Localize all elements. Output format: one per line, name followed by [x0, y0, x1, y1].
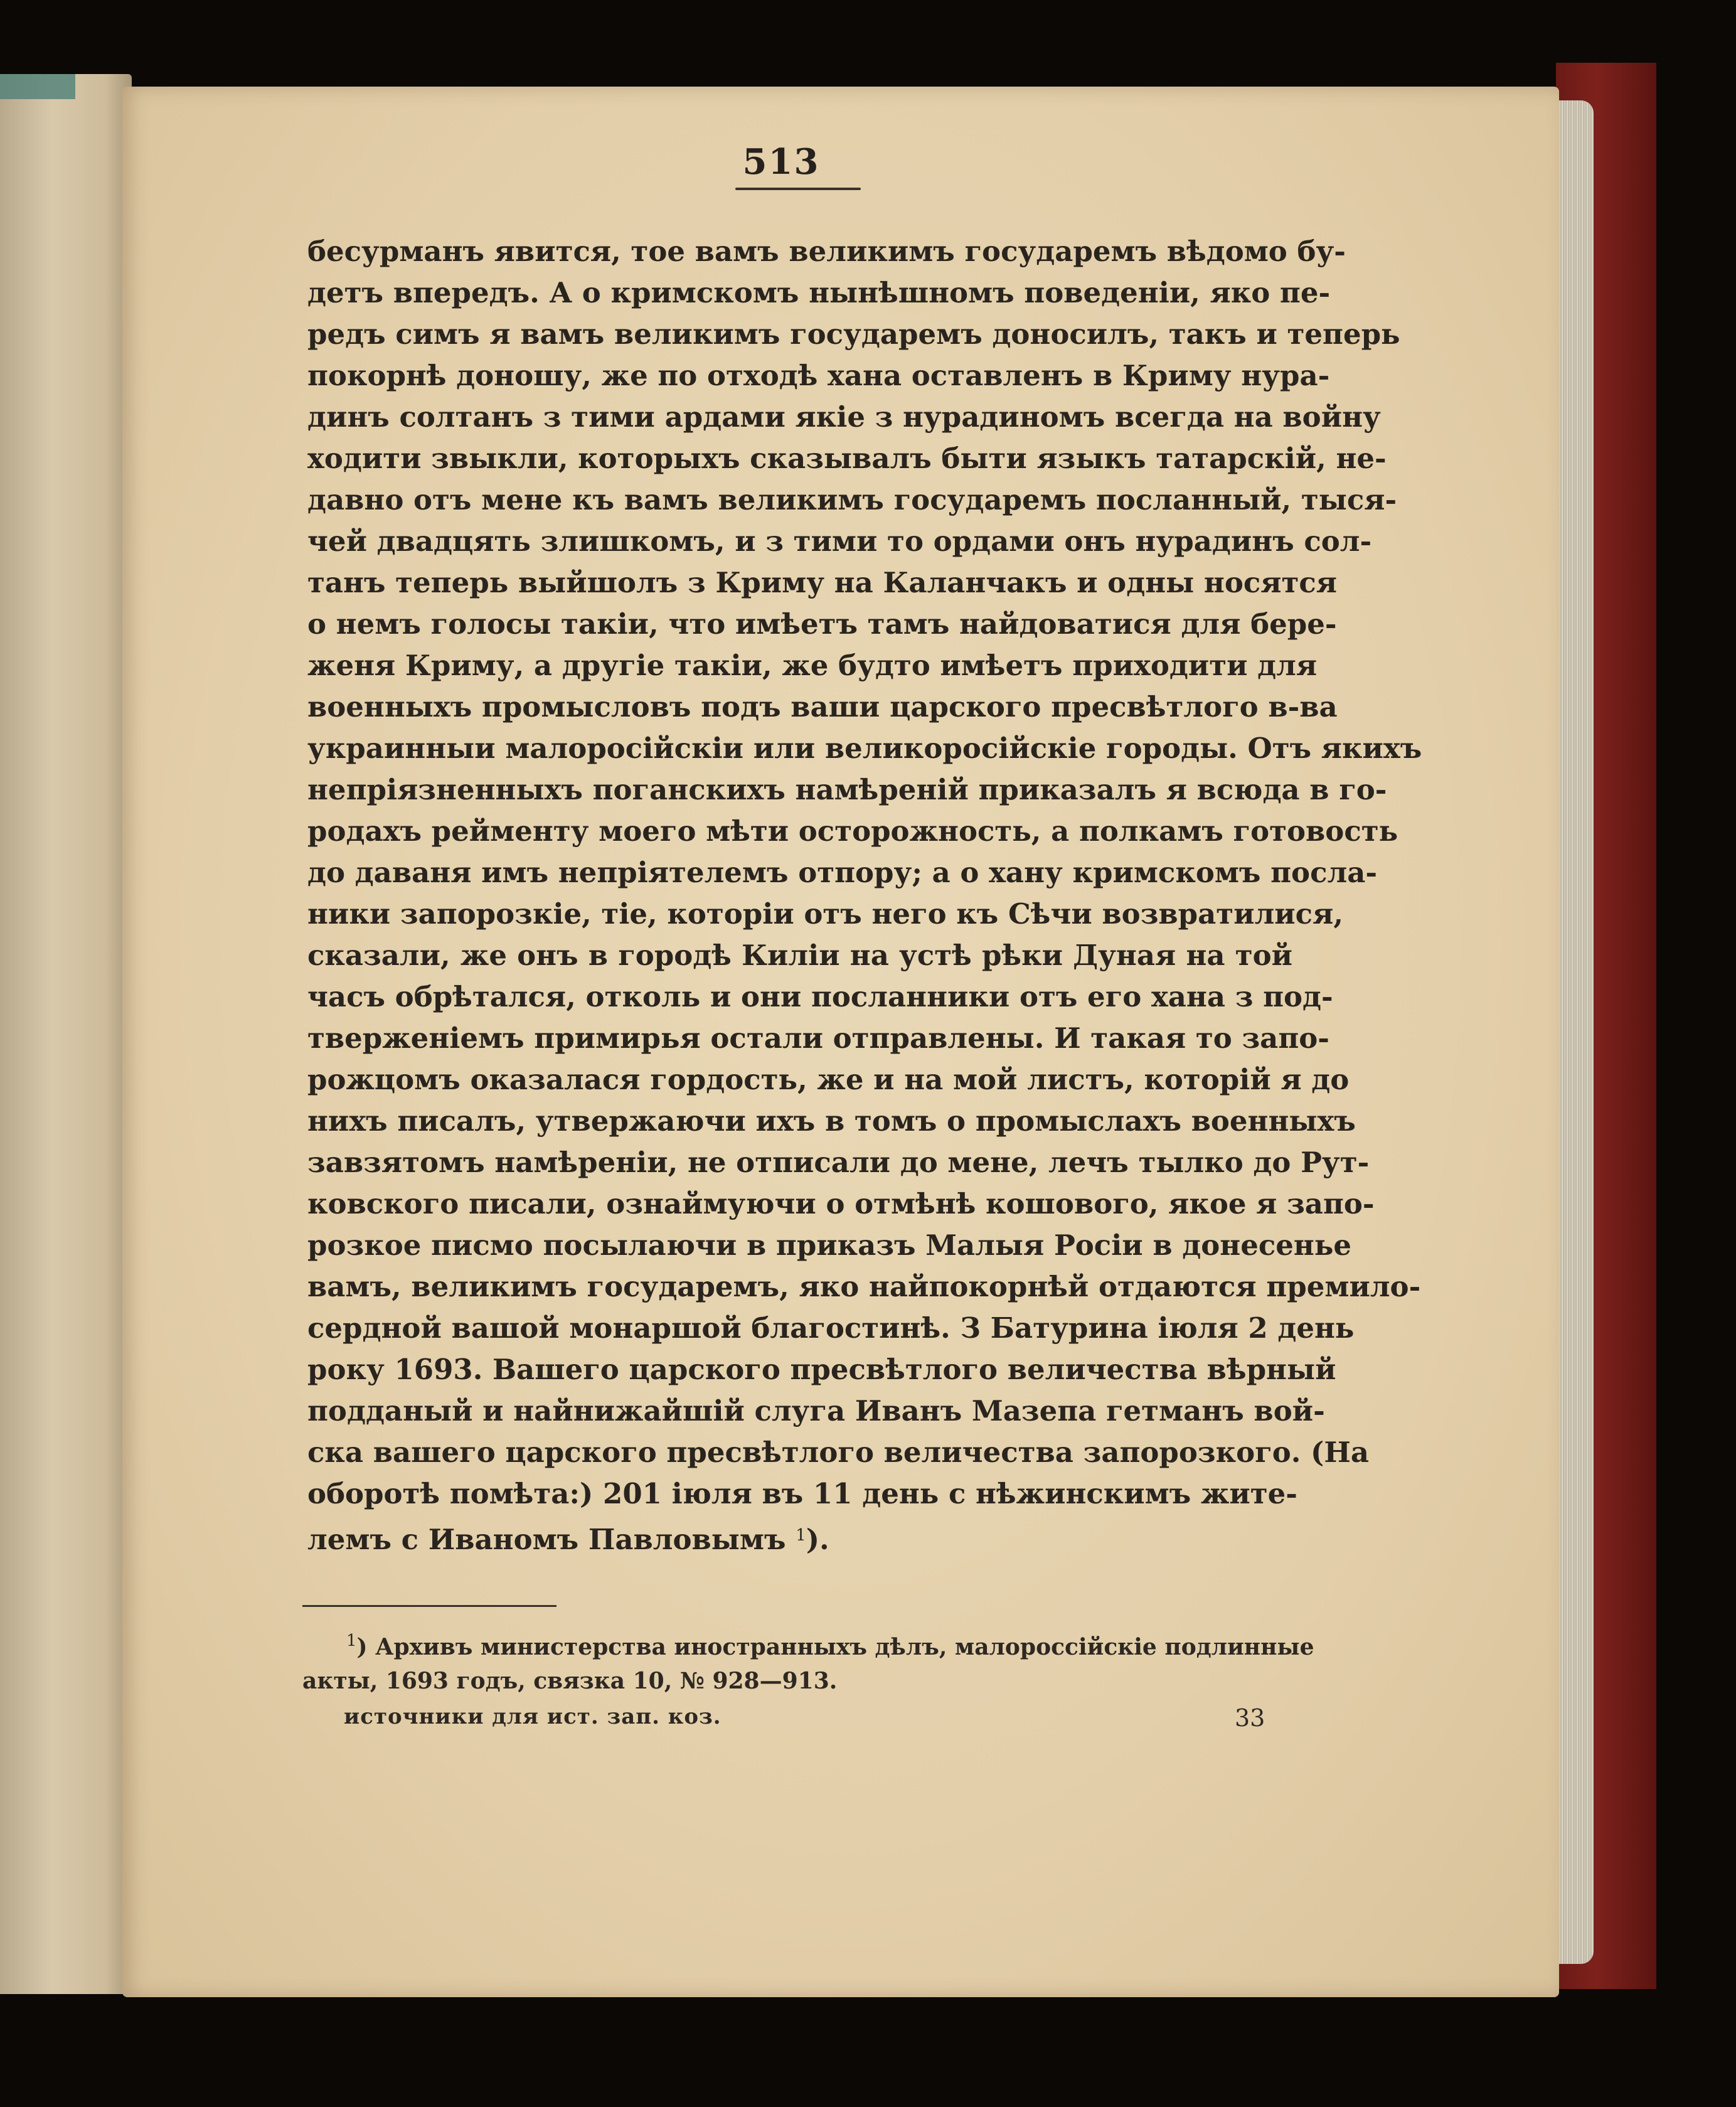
- text-line: редъ симъ я вамъ великимъ государемъ доносилъ, такъ и теперь: [307, 317, 1400, 351]
- text-line: часъ обрѣтался, отколь и они посланники отъ его хана з под-: [307, 980, 1333, 1013]
- footnote: [302, 1624, 1314, 1698]
- last-line-text: лемъ с Иваномъ Павловымъ: [307, 1523, 786, 1556]
- text-line: ковского писали, ознаймуючи о отмѣнѣ кошового, якое я запо-: [307, 1187, 1375, 1220]
- footnote-line: [302, 1624, 1314, 1664]
- text-line: тверженіемъ примирья остали отправлены. И такая то запо-: [307, 1021, 1329, 1055]
- footnote-reference-close: ).: [806, 1523, 829, 1556]
- footnote-text: Архивъ министерства иностранныхъ дѣлъ, малороссійскіе подлинные: [375, 1634, 1314, 1660]
- text-line-last: [307, 1515, 1292, 1556]
- text-line: року 1693. Вашего царского пресвѣтлого величества вѣрный: [307, 1353, 1336, 1386]
- footnote-close-paren: ): [356, 1634, 376, 1660]
- text-line: давно отъ мене къ вамъ великимъ государемъ посланный, тыся-: [307, 483, 1397, 516]
- text-line: бесурманъ явится, тое вамъ великимъ государемъ вѣдомо бу-: [307, 235, 1346, 268]
- footnote-marker: 1: [346, 1631, 357, 1650]
- text-line: женя Криму, а другіе такіи, же будто имѣетъ приходити для: [307, 649, 1318, 682]
- text-line: украинныи малоросійскіи или великоросійскіе городы. Отъ якихъ: [307, 732, 1422, 765]
- footnote-rule: [302, 1605, 556, 1607]
- text-line: непріязненныхъ поганскихъ намѣреній приказалъ я всюда в го-: [307, 773, 1387, 806]
- text-line: завзятомъ намѣреніи, не отписали до мене, лечъ тылко до Рут-: [307, 1146, 1370, 1179]
- text-line: чей двадцять злишкомъ, и з тими то ордами онъ нурадинъ сол-: [307, 525, 1372, 558]
- text-line: военныхъ промысловъ подъ ваши царского пресвѣтлого в-ва: [307, 690, 1338, 723]
- text-line: до даваня имъ непріятелемъ отпору; а о хану кримскомъ посла-: [307, 856, 1378, 889]
- text-line: рожцомъ оказалася гордость, же и на мой листъ, которій я до: [307, 1063, 1350, 1096]
- text-line: о немъ голосы такіи, что имѣетъ тамъ найдоватися для бере-: [307, 607, 1337, 641]
- left-page-binding: [0, 74, 75, 99]
- text-line: танъ теперь выйшолъ з Криму на Каланчакъ и одны носятся: [307, 566, 1338, 599]
- text-line: покорнѣ доношу, же по отходѣ хана оставленъ в Криму нура-: [307, 359, 1330, 392]
- footnote-reference: 1: [796, 1526, 806, 1545]
- sheet-number: 33: [1235, 1704, 1265, 1732]
- text-line: оборотѣ помѣта:) 201 іюля въ 11 день с нѣжинскимъ жите-: [307, 1477, 1297, 1510]
- page-number-rule: [735, 188, 861, 190]
- text-line: сердной вашой монаршой благостинѣ. З Батурина іюля 2 день: [307, 1311, 1355, 1345]
- text-line: подданый и найнижайшій слуга Иванъ Мазепа гетманъ вой-: [307, 1394, 1325, 1427]
- text-line: ходити звыкли, которыхъ сказывалъ быти языкъ татарскій, не-: [307, 442, 1387, 475]
- text-line: сказали, же онъ в городѣ Киліи на устѣ рѣки Дуная на той: [307, 939, 1292, 972]
- text-line: вамъ, великимъ государемъ, яко найпокорнѣй отдаются премило-: [307, 1270, 1421, 1303]
- text-line: розкое писмо посылаючи в приказъ Малыя Росіи в донесенье: [307, 1229, 1351, 1262]
- text-line: нихъ писалъ, утвержаючи ихъ в томъ о промыслахъ военныхъ: [307, 1104, 1356, 1138]
- body-text: [307, 231, 1422, 1556]
- page-number: 513: [742, 141, 820, 183]
- text-line: родахъ рейменту моего мѣти осторожность, а полкамъ готовость: [307, 814, 1398, 848]
- text-line: ники запорозкіе, тіе, которіи отъ него къ Сѣчи возвратилися,: [307, 897, 1343, 931]
- footnote-line: акты, 1693 годъ, связка 10, № 928—913.: [302, 1668, 838, 1694]
- left-page: [0, 74, 132, 1994]
- printer-signature: источники для ист. зап. коз.: [344, 1704, 722, 1729]
- text-line: ска вашего царского пресвѣтлого величества запорозкого. (На: [307, 1436, 1370, 1469]
- text-line: детъ впередъ. А о кримскомъ нынѣшномъ поведеніи, яко пе-: [307, 276, 1331, 309]
- text-line: динъ солтанъ з тими ардами якіе з нурадиномъ всегда на войну: [307, 400, 1381, 434]
